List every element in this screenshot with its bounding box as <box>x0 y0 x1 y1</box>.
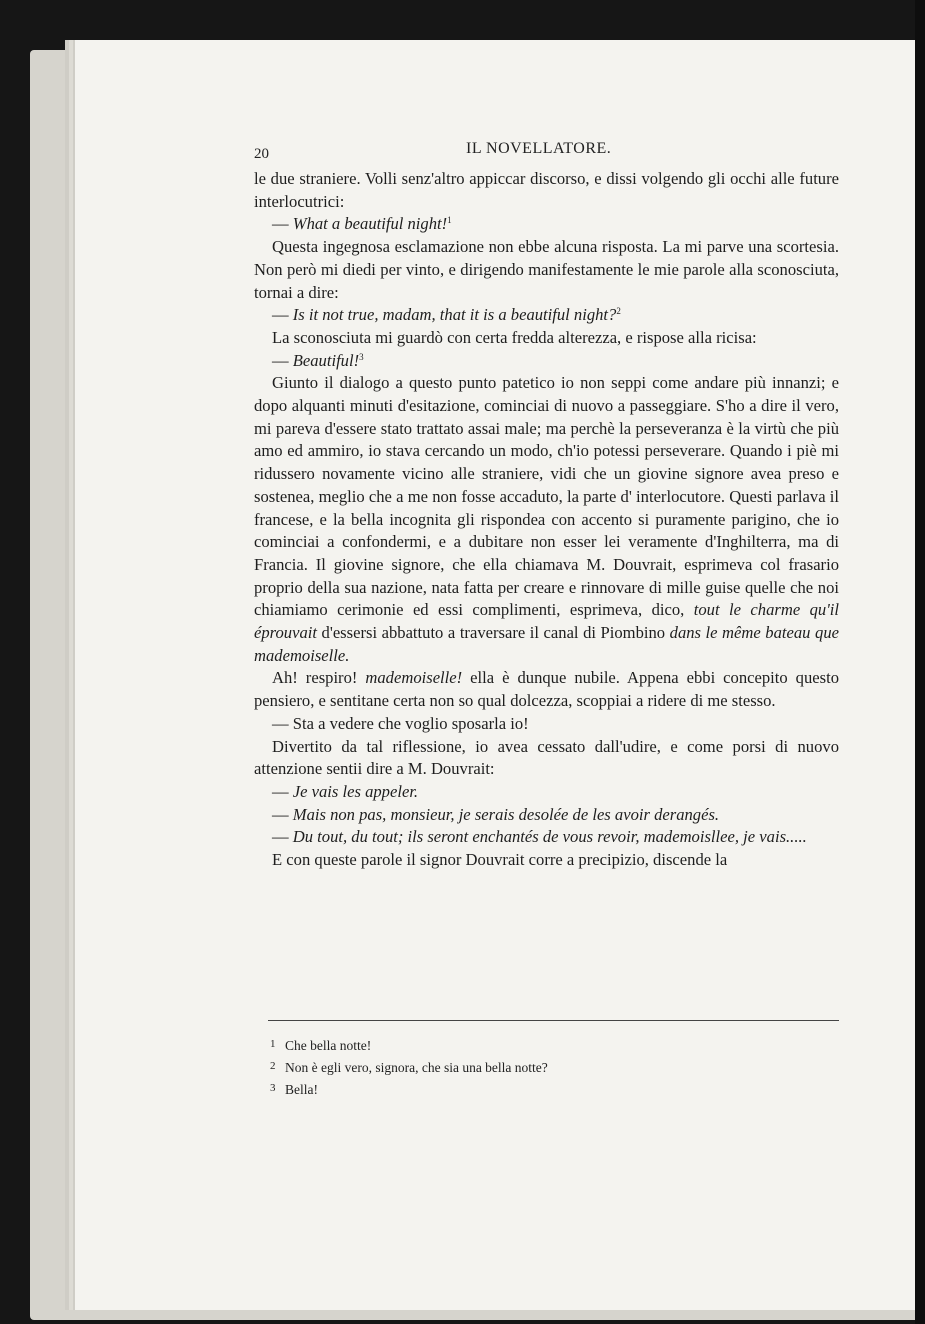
dash: — <box>272 827 293 847</box>
dash: — <box>272 804 293 824</box>
dialogue-line <box>254 804 839 827</box>
footnotes <box>270 1034 830 1100</box>
paragraph-text: Divertito da tal riflessione, io avea cessato dall'udire, e come porsi di nuovo attenzione sentii dire a M. Douvrait: <box>254 736 839 779</box>
italic-text: Beautiful! <box>292 350 360 370</box>
paragraph <box>254 736 839 781</box>
running-title: IL NOVELLATORE. <box>466 140 612 157</box>
dialogue-line <box>254 781 839 804</box>
footnote <box>270 1034 830 1056</box>
paragraph-text: ella è dunque nubile. Appena ebbi concepito questo pensiero, e sentitane certa non so qual dolcezza, scoppiai a ridere di me stesso. <box>254 668 839 711</box>
footnote-ref: 3 <box>359 351 364 362</box>
paragraph <box>254 372 839 667</box>
dialogue-line <box>254 350 839 373</box>
paragraph <box>254 667 839 712</box>
footnote-number: 1 <box>270 1038 276 1050</box>
paragraph-text: Giunto il dialogo a questo punto patetico io non seppi come andare più innanzi; e dopo alquanti minuti d'esitazione, cominciai di nuovo a passeggiare. S'ho a dire il vero, mi pareva d'essere stato trattato assai male; ma perchè la perseveranza è la virtù che più amo ed ammiro, io stava cercando un modo, ch'io potessi perseverare. Quando i piè mi ridussero novamente vicino alle straniere, vidi che un giovine signore avea preso e sostenea, meglio che a me non fosse accaduto, la parte d' interlocutore. Questi parlava il francese, e la bella incognita gli rispondea con accento si puramente parigino, che io cominciai a confondermi, e a dubitare non esser lei veramente d'Inghilterra, ma di Francia. Il giovine signore, che ella chiamava M. Douvrait, esprimeva col frasario proprio della sua nazione, nata fatta per creare e rinnovare di mille guise quelle che noi chiamiamo cerimonie ed essi complimenti, esprimeva, dico, <box>254 373 839 620</box>
dialogue-line <box>254 713 839 736</box>
running-header <box>254 140 839 164</box>
body-text <box>254 168 839 872</box>
dialogue-line <box>254 213 839 236</box>
italic-text: Is it not true, madam, that it is a beautiful night? <box>292 305 617 325</box>
paragraph-text: La sconosciuta mi guardò con certa fredda alterezza, e rispose alla ricisa: <box>272 327 757 347</box>
paragraph-text: — Sta a vedere che voglio sposarla io! <box>272 713 529 733</box>
paragraph <box>254 327 839 350</box>
italic-text: Du tout, du tout; ils seront enchantés de vous revoir, mademoisllee, je vais..... <box>292 827 807 847</box>
italic-text: dans le même bateau que mademoiselle. <box>254 623 839 665</box>
paragraph <box>254 236 839 304</box>
dialogue-line <box>254 304 839 327</box>
footnote-text: Non è egli vero, signora, che sia una bella notte? <box>285 1060 548 1075</box>
italic-text: Mais non pas, monsieur, je serais desolée de les avoir derangés. <box>292 804 720 824</box>
footnote-ref: 1 <box>447 215 452 226</box>
dash: — <box>272 214 293 234</box>
footnote <box>270 1078 830 1100</box>
paragraph <box>254 849 839 872</box>
page-number: 20 <box>254 146 269 162</box>
paragraph-text: d'essersi abbattuto a traversare il canal di Piombino <box>316 623 670 643</box>
paragraph-text: Questa ingegnosa esclamazione non ebbe alcuna risposta. La mi parve una scortesia. Non però mi diedi per vinto, e dirigendo manifestamente le mie parole alla sconosciuta, tornai a dire: <box>254 237 839 302</box>
scan-border <box>915 0 925 1324</box>
footnote-number: 2 <box>270 1060 276 1072</box>
italic-text: tout le charme qu'il éprouvait <box>254 600 839 643</box>
italic-text: What a beautiful night! <box>292 214 448 234</box>
paragraph-text: le due straniere. Volli senz'altro appiccar discorso, e dissi volgendo gli occhi alle future interlocutrici: <box>254 169 839 211</box>
footnote-divider <box>268 1020 839 1021</box>
italic-text: mademoiselle! <box>365 668 463 688</box>
paragraph <box>254 168 839 213</box>
footnote-ref: 2 <box>616 306 621 317</box>
paragraph-text: E con queste parole il signor Douvrait corre a precipizio, discende la <box>272 850 728 870</box>
paragraph-text: Ah! respiro! <box>272 668 366 688</box>
footnote-text: Bella! <box>285 1082 318 1097</box>
dash: — <box>272 781 293 801</box>
footnote-text: Che bella notte! <box>285 1038 372 1053</box>
italic-text: Je vais les appeler. <box>292 781 419 801</box>
dash: — <box>272 305 293 325</box>
footnote-number: 3 <box>270 1082 276 1094</box>
footnote <box>270 1056 830 1078</box>
dash: — <box>272 350 293 370</box>
dialogue-line <box>254 826 839 849</box>
